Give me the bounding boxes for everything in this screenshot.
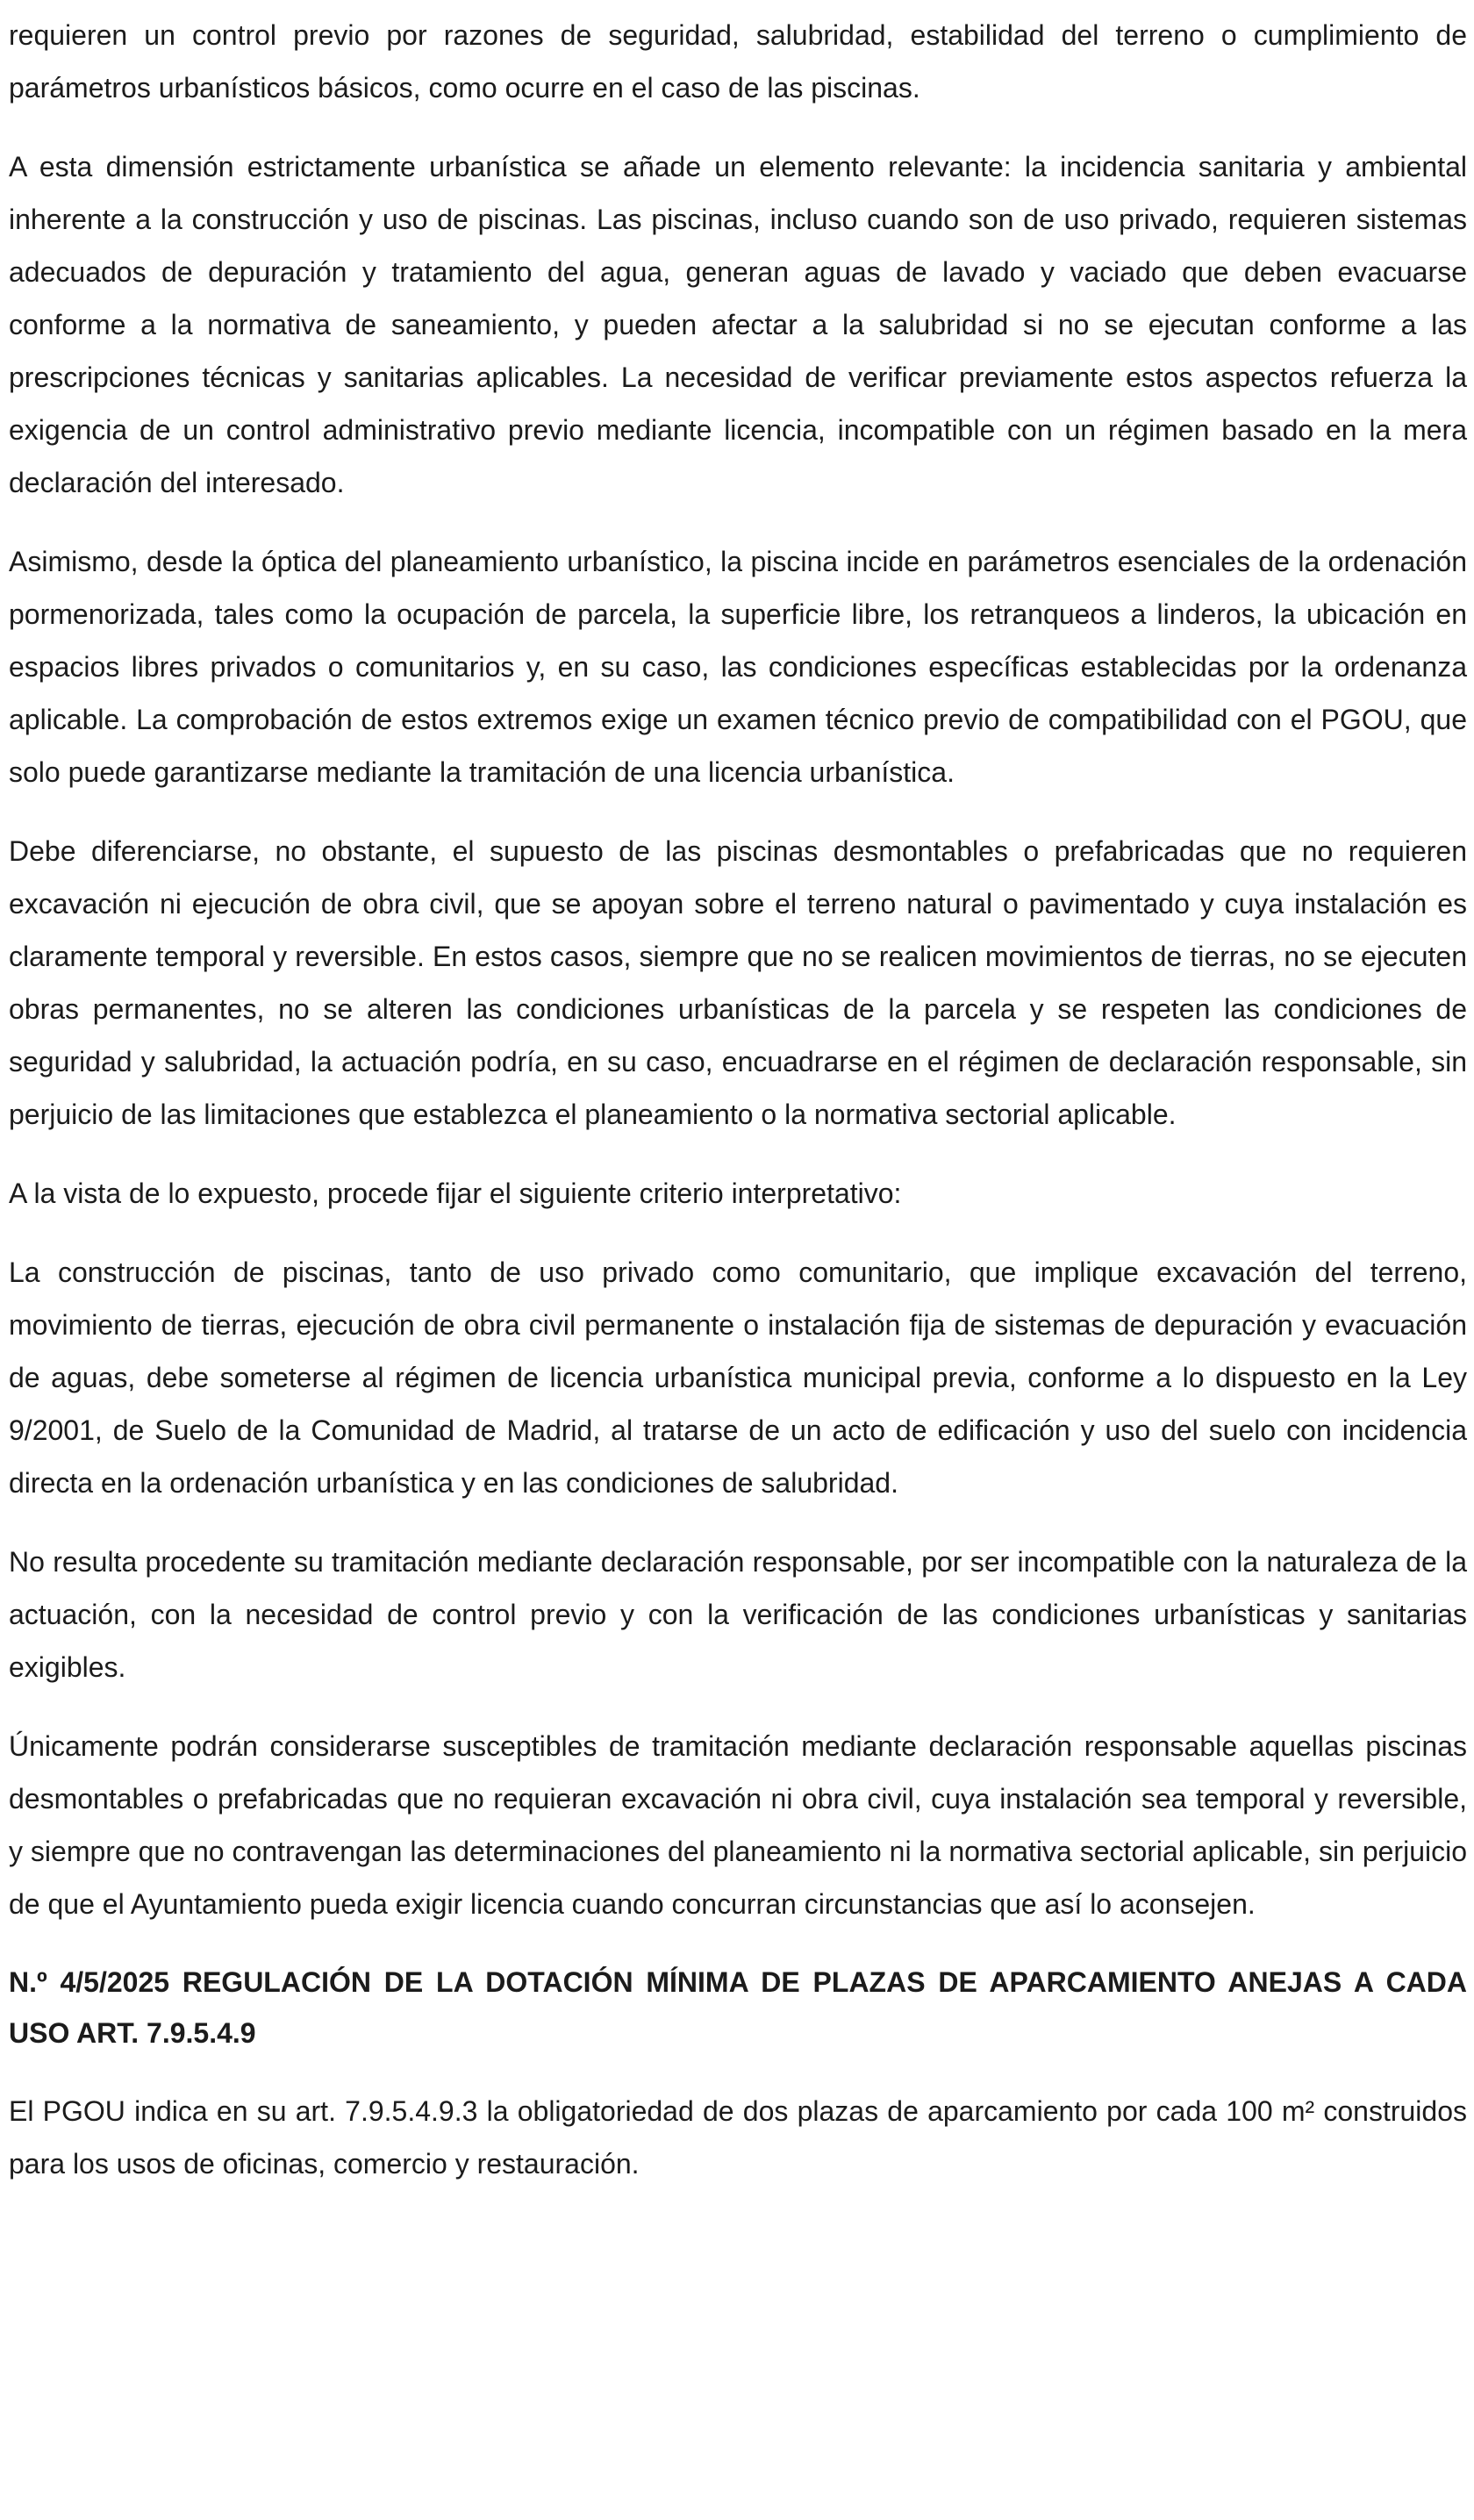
section-heading: N.º 4/5/2025 REGULACIÓN DE LA DOTACIÓN MÍNIMA DE PLAZAS DE APARCAMIENTO ANEJAS A CADA USO ART. 7.9.5.4.9 [9, 1966, 1467, 2049]
paragraph: A esta dimensión estrictamente urbanística se añade un elemento relevante: la incidencia sanitaria y ambiental inherente a la construcción y uso de piscinas. Las piscinas, incluso cuando son de uso privado, requieren sistemas adecuados de depuración y tratamiento del agua, generan aguas de lavado y vaciado que deben evacuarse conforme a la normativa de saneamiento, y pueden afectar a la salubridad si no se ejecutan conforme a las prescripciones técnicas y sanitarias aplicables. La necesidad de verificar previamente estos aspectos refuerza la exigencia de un control administrativo previo mediante licencia, incompatible con un régimen basado en la mera declaración del interesado. [9, 151, 1467, 498]
paragraph-continuation: requieren un control previo por razones de seguridad, salubridad, estabilidad del terreno o cumplimiento de parámetros urbanísticos básicos, como ocurre en el caso de las piscinas. [9, 19, 1467, 104]
paragraph-criterio-1: La construcción de piscinas, tanto de uso privado como comunitario, que implique excavación del terreno, movimiento de tierras, ejecución de obra civil permanente o instalación fija de sistemas de depuración y evacuación de aguas, debe someterse al régimen de licencia urbanística municipal previa, conforme a lo dispuesto en la Ley 9/2001, de Suelo de la Comunidad de Madrid, al tratarse de un acto de edificación y uso del suelo con incidencia directa en la ordenación urbanística y en las condiciones de salubridad. [9, 1256, 1467, 1499]
paragraph-criterio-2: No resulta procedente su tramitación mediante declaración responsable, por ser incompatible con la naturaleza de la actuación, con la necesidad de control previo y con la verificación de las condiciones urbanísticas y sanitarias exigibles. [9, 1546, 1467, 1683]
paragraph: Asimismo, desde la óptica del planeamiento urbanístico, la piscina incide en parámetros esenciales de la ordenación pormenorizada, tales como la ocupación de parcela, la superficie libre, los retranqueos a linderos, la ubicación en espacios libres privados o comunitarios y, en su caso, las condiciones específicas establecidas por la ordenanza aplicable. La comprobación de estos extremos exige un examen técnico previo de compatibilidad con el PGOU, que solo puede garantizarse mediante la tramitación de una licencia urbanística. [9, 546, 1467, 788]
paragraph: Debe diferenciarse, no obstante, el supuesto de las piscinas desmontables o prefabricadas que no requieren excavación ni ejecución de obra civil, que se apoyan sobre el terreno natural o pavimentado y cuya instalación es claramente temporal y reversible. En estos casos, siempre que no se realicen movimientos de tierras, no se ejecuten obras permanentes, no se alteren las condiciones urbanísticas de la parcela y se respeten las condiciones de seguridad y salubridad, la actuación podría, en su caso, encuadrarse en el régimen de declaración responsable, sin perjuicio de las limitaciones que establezca el planeamiento o la normativa sectorial aplicable. [9, 835, 1467, 1130]
paragraph-criterio-intro: A la vista de lo expuesto, procede fijar el siguiente criterio interpretativo: [9, 1178, 902, 1209]
paragraph-criterio-3: Únicamente podrán considerarse susceptibles de tramitación mediante declaración responsable aquellas piscinas desmontables o prefabricadas que no requieran excavación ni obra civil, cuya instalación sea temporal y reversible, y siempre que no contravengan las determinaciones del planeamiento ni la normativa sectorial aplicable, sin perjuicio de que el Ayuntamiento pueda exigir licencia cuando concurran circunstancias que así lo aconsejen. [9, 1730, 1467, 1920]
paragraph: El PGOU indica en su art. 7.9.5.4.9.3 la obligatoriedad de dos plazas de aparcamiento por cada 100 m² construidos para los usos de oficinas, comercio y restauración. [9, 2095, 1467, 2180]
